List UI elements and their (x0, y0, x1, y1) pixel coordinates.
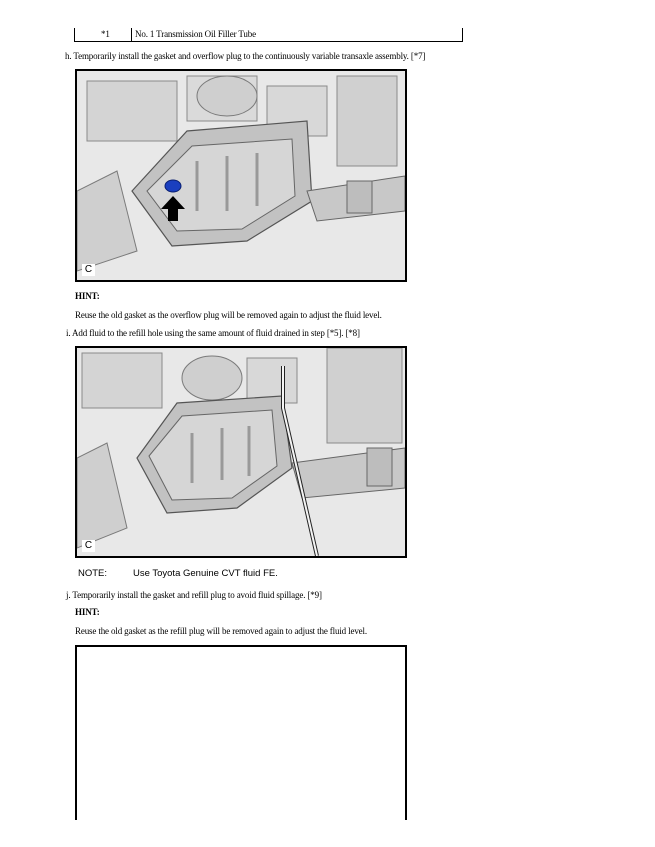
figure-code-label: C (82, 540, 95, 552)
note-label: NOTE: (78, 568, 108, 579)
figure-overflow-plug (75, 69, 407, 282)
table-divider (131, 28, 132, 41)
overflow-plug-marker (165, 180, 181, 192)
hint-text: Reuse the old gasket as the refill plug will be removed again to adjust the fluid level. (75, 626, 367, 636)
engine-illustration-1 (77, 71, 405, 280)
engine-illustration-2 (77, 348, 405, 556)
note-text: Use Toyota Genuine CVT fluid FE. (133, 568, 278, 579)
hint-title: HINT: (75, 291, 100, 301)
step-j-text: j. Temporarily install the gasket and refill plug to avoid fluid spillage. [*9] (66, 590, 322, 600)
figure-frame-empty (75, 645, 407, 820)
step-i-text: i. Add fluid to the refill hole using the same amount of fluid drained in step [*5]. [*8] (66, 328, 360, 338)
figure-refill-hole (75, 346, 407, 558)
hint-text: Reuse the old gasket as the overflow plug will be removed again to adjust the fluid level. (75, 310, 382, 320)
step-h-text: h. Temporarily install the gasket and overflow plug to the continuously variable transaxle assembly. [*7] (65, 51, 426, 61)
legend-table-row (74, 28, 463, 42)
legend-number: *1 (101, 29, 110, 39)
figure-code-label: C (82, 264, 95, 276)
hint-title: HINT: (75, 607, 100, 617)
legend-label: No. 1 Transmission Oil Filler Tube (135, 29, 256, 39)
